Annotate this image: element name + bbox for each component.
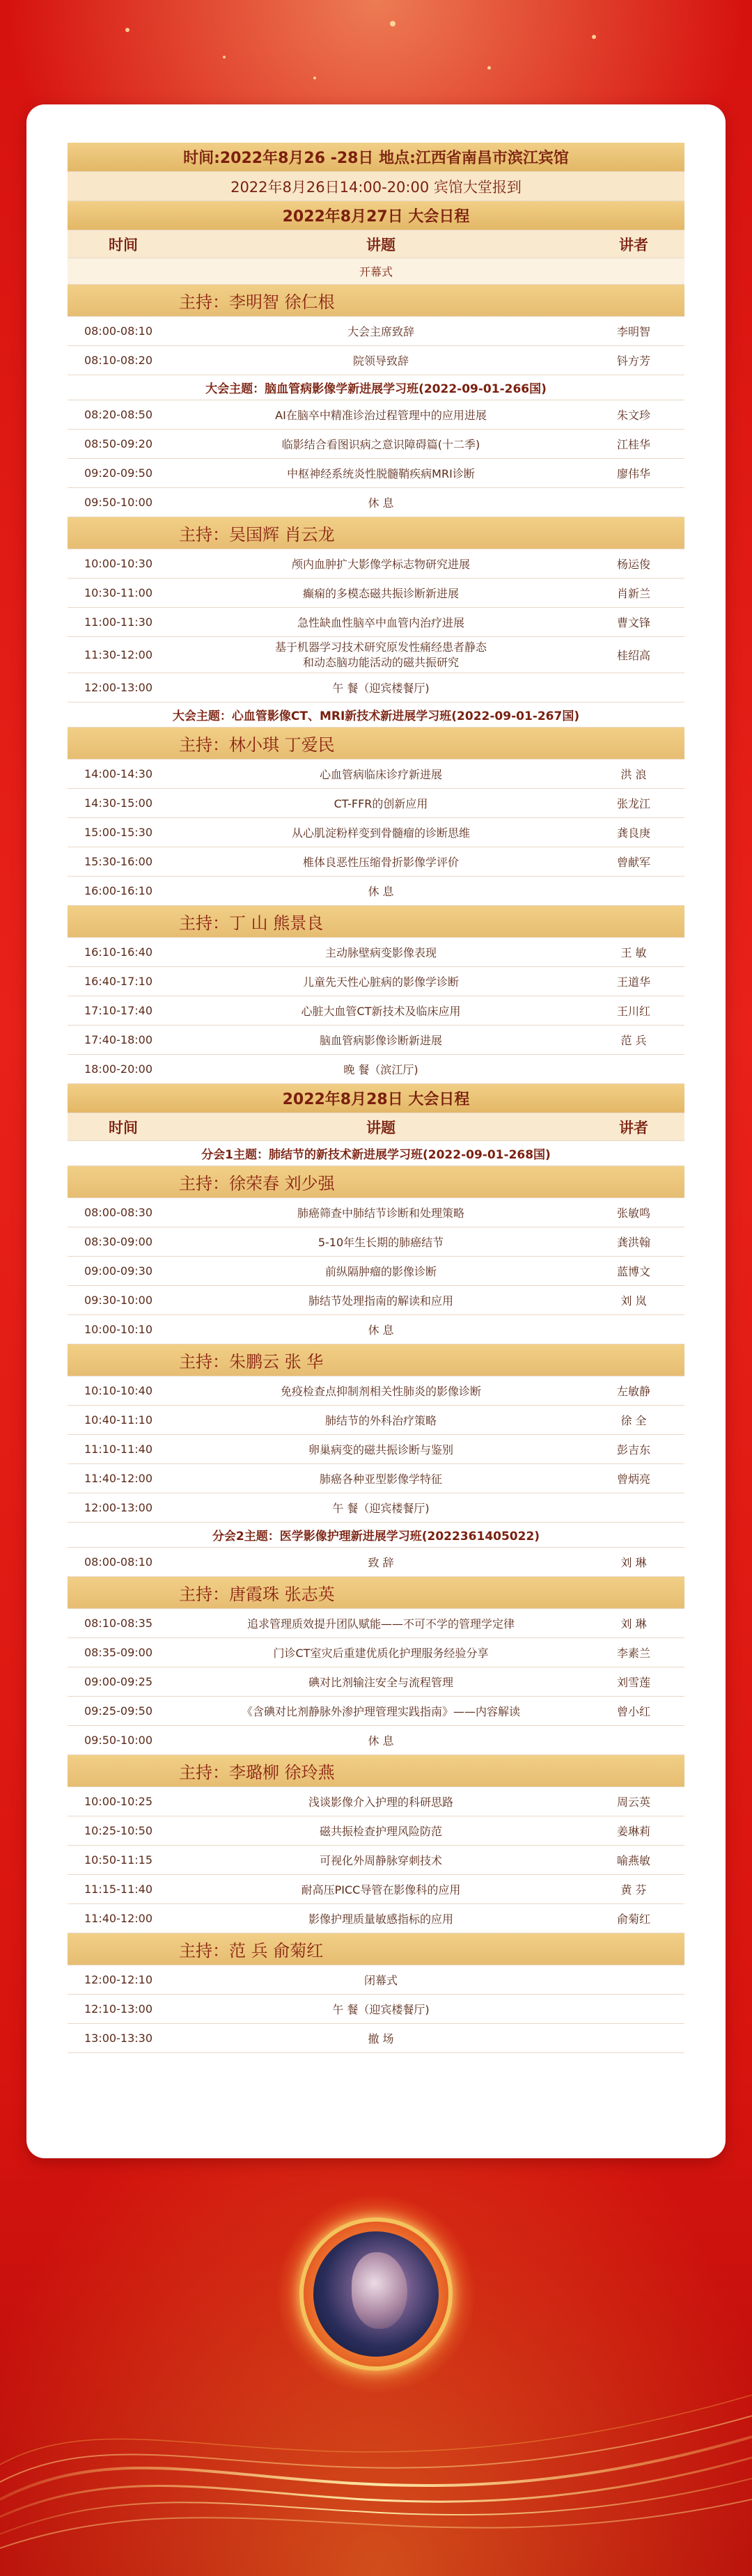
host-label: 主持：徐荣春 刘少强 (179, 1174, 335, 1193)
host-label: 主持：丁 山 熊景良 (179, 913, 324, 933)
banner-label: 2022年8月28日 大会日程 (282, 1091, 470, 1108)
table-row (68, 400, 684, 430)
row-topic-line: 和动态脑功能活动的磁共振研究 (302, 655, 459, 669)
host-label: 主持：朱鹏云 张 华 (179, 1352, 324, 1372)
row-time: 10:25-10:50 (84, 1824, 152, 1837)
host-label: 主持：范 兵 俞菊红 (179, 1941, 324, 1961)
row-topic: 椎体良恶性压缩骨折影像学评价 (302, 856, 459, 869)
row-topic: 癫痫的多模态磁共振诊断新进展 (302, 587, 459, 600)
sparkle-decoration (125, 28, 130, 32)
table-header (68, 230, 684, 258)
table-row (68, 637, 684, 673)
row-topic: 肺结节的外科治疗策略 (324, 1414, 437, 1427)
table-row (68, 760, 684, 789)
table-header (68, 1113, 684, 1141)
banner-row (68, 201, 684, 230)
row-time: 08:10-08:35 (84, 1617, 152, 1630)
row-speaker: 曾小红 (616, 1705, 650, 1718)
row-speaker: 刘 岚 (620, 1294, 647, 1307)
host-row (68, 1933, 684, 1965)
table-row (68, 608, 684, 637)
row-time: 09:00-09:30 (84, 1264, 152, 1278)
banner-label: 2022年8月26日14:00-20:00 宾馆大堂报到 (230, 178, 522, 196)
row-speaker: 曾献军 (616, 856, 650, 869)
row-time: 11:30-12:00 (84, 648, 152, 661)
theme-row (68, 1141, 684, 1166)
table-row (68, 1464, 684, 1493)
host-label: 主持：林小琪 丁爱民 (179, 735, 335, 755)
host-label: 主持：唐霞珠 张志英 (179, 1585, 335, 1604)
table-row (68, 1816, 684, 1846)
row-time: 16:00-16:10 (84, 884, 152, 897)
row-speaker: 张敏鸣 (616, 1207, 650, 1220)
row-speaker: 曾炳亮 (616, 1472, 650, 1486)
row-speaker: 黄 芬 (620, 1883, 647, 1896)
row-speaker: 俞菊红 (616, 1913, 650, 1926)
row-time: 10:00-10:30 (84, 557, 152, 570)
row-time: 17:10-17:40 (84, 1004, 152, 1017)
table-row (68, 818, 684, 847)
table-row (68, 1609, 684, 1638)
sparkle-decoration (487, 66, 491, 70)
table-row (68, 1667, 684, 1697)
light-waves-decoration (0, 2325, 752, 2576)
table-row (68, 1548, 684, 1577)
row-topic: 休 息 (368, 885, 394, 898)
table-row (68, 1638, 684, 1667)
row-time: 08:00-08:10 (84, 1555, 152, 1569)
row-time: 09:50-10:00 (84, 496, 152, 509)
table-row (68, 1726, 684, 1755)
row-topic: 急性缺血性脑卒中血管内治疗进展 (297, 616, 464, 629)
row-topic: 闭幕式 (363, 1974, 398, 1987)
row-time: 12:10-13:00 (84, 2002, 152, 2016)
row-topic (179, 640, 583, 670)
row-topic: 可视化外周静脉穿刺技术 (319, 1854, 442, 1867)
row-topic: 大会主席致辞 (347, 325, 414, 338)
theme-row (68, 1523, 684, 1548)
table-row (68, 1493, 684, 1523)
row-time: 08:00-08:10 (84, 324, 152, 338)
row-topic: 休 息 (368, 496, 394, 510)
theme-row (68, 702, 684, 728)
row-topic: 肺癌筛查中肺结节诊断和处理策略 (297, 1207, 464, 1220)
row-topic: 临影结合看图识病之意识障碍篇(十二季) (281, 438, 480, 451)
row-speaker: 王川红 (616, 1005, 650, 1018)
row-time: 14:30-15:00 (84, 796, 152, 810)
header-topic: 讲题 (366, 1119, 395, 1136)
banner-label: 2022年8月27日 大会日程 (282, 208, 470, 226)
row-time: 08:10-08:20 (84, 354, 152, 367)
sparkle-decoration (390, 21, 395, 26)
row-topic: 颅内血肿扩大影像学标志物研究进展 (291, 558, 470, 571)
row-topic: 儿童先天性心脏病的影像学诊断 (302, 975, 459, 989)
table-row (68, 317, 684, 346)
row-topic: 心脏大血管CT新技术及临床应用 (301, 1005, 461, 1018)
row-topic: 磁共振检查护理风险防范 (319, 1825, 442, 1838)
banner-label: 开幕式 (359, 265, 393, 278)
table-row (68, 673, 684, 702)
brain-scan-highlight (352, 2252, 407, 2329)
row-topic: 撤 场 (368, 2032, 394, 2045)
row-topic: 卵巢病变的磁共振诊断与鉴别 (308, 1443, 453, 1456)
table-row (68, 1227, 684, 1257)
table-row (68, 1257, 684, 1286)
table-row (68, 1286, 684, 1315)
row-topic: 免疫检查点抑制剂相关性肺炎的影像诊断 (280, 1385, 481, 1398)
row-topic: 院领导致辞 (352, 354, 409, 368)
table-row (68, 1198, 684, 1227)
row-speaker: 桂绍高 (616, 649, 650, 662)
row-topic: 主动脉壁病变影像表现 (324, 946, 437, 959)
row-topic: 碘对比剂输注安全与流程管理 (308, 1676, 453, 1689)
row-time: 12:00-13:00 (84, 681, 152, 694)
table-row (68, 1904, 684, 1933)
row-time: 10:30-11:00 (84, 586, 152, 599)
row-speaker: 曹文锋 (616, 616, 650, 629)
row-time: 09:20-09:50 (84, 466, 152, 480)
theme-row (68, 375, 684, 400)
host-label: 主持：李璐柳 徐玲燕 (179, 1763, 335, 1782)
table-row (68, 1376, 684, 1406)
row-topic: 前纵隔肿瘤的影像诊断 (324, 1265, 437, 1278)
row-topic: 午 餐（迎宾楼餐厅) (332, 682, 430, 695)
row-speaker: 张龙江 (616, 797, 650, 810)
table-row (68, 1435, 684, 1464)
table-row (68, 1697, 684, 1726)
row-time: 13:00-13:30 (84, 2032, 152, 2045)
header-time: 时间 (109, 1119, 138, 1136)
row-time: 16:40-17:10 (84, 975, 152, 988)
table-row (68, 1055, 684, 1084)
row-speaker: 刘 琳 (620, 1556, 647, 1569)
table-row (68, 1846, 684, 1875)
row-topic: 肺结节处理指南的解读和应用 (308, 1294, 453, 1307)
host-row (68, 285, 684, 317)
table-row (68, 1315, 684, 1344)
sparkle-decoration (223, 56, 226, 58)
row-time: 09:00-09:25 (84, 1675, 152, 1688)
row-speaker: 钭方芳 (616, 354, 650, 368)
row-speaker: 喻燕敏 (616, 1854, 650, 1867)
row-time: 11:40-12:00 (84, 1912, 152, 1925)
row-time: 17:40-18:00 (84, 1033, 152, 1046)
host-label: 主持：李明智 徐仁根 (179, 292, 335, 312)
table-row (68, 430, 684, 459)
table-row (68, 1026, 684, 1055)
table-row (68, 967, 684, 996)
row-time: 08:30-09:00 (84, 1235, 152, 1248)
header-speaker: 讲者 (619, 236, 648, 253)
row-topic: 休 息 (368, 1324, 394, 1337)
row-topic: 中枢神经系统炎性脱髓鞘疾病MRI诊断 (287, 467, 475, 480)
table-row (68, 1875, 684, 1904)
row-time: 10:40-11:10 (84, 1413, 152, 1427)
row-time: 16:10-16:40 (84, 945, 152, 959)
table-row (68, 459, 684, 488)
table-row (68, 549, 684, 579)
row-speaker: 蓝博文 (616, 1265, 650, 1278)
row-topic: 追求管理质效提升团队赋能——不可不学的管理学定律 (246, 1617, 515, 1631)
row-speaker: 龚洪翰 (616, 1236, 650, 1249)
table-row (68, 2024, 684, 2053)
table-row (68, 1995, 684, 2024)
row-topic: 门诊CT室灾后重建优质化护理服务经验分享 (273, 1647, 489, 1660)
host-row (68, 728, 684, 760)
row-speaker: 刘雪莲 (616, 1676, 650, 1689)
theme-label: 分会1主题：肺结节的新技术新进展学习班(2022-09-01-268国) (201, 1148, 551, 1162)
row-time: 11:40-12:00 (84, 1472, 152, 1485)
row-speaker: 姜琳莉 (616, 1825, 650, 1838)
row-topic: 浅谈影像介入护理的科研思路 (308, 1796, 453, 1809)
table-row (68, 1787, 684, 1816)
schedule-table (68, 143, 684, 2053)
row-time: 10:00-10:10 (84, 1323, 152, 1336)
row-topic: 心血管病临床诊疗新进展 (319, 768, 442, 781)
banner-row (68, 172, 684, 201)
host-label: 主持：吴国辉 肖云龙 (179, 525, 335, 544)
host-row (68, 906, 684, 938)
row-time: 08:50-09:20 (84, 437, 152, 450)
row-speaker: 肖新兰 (616, 587, 650, 600)
row-speaker: 左敏静 (616, 1385, 650, 1398)
table-row (68, 847, 684, 877)
row-topic: AI在脑卒中精准诊治过程管理中的应用进展 (275, 409, 487, 422)
row-time: 11:00-11:30 (84, 615, 152, 629)
row-time: 11:10-11:40 (84, 1443, 152, 1456)
row-topic: 午 餐（迎宾楼餐厅) (332, 2003, 430, 2016)
row-speaker: 廖伟华 (616, 467, 650, 480)
table-row (68, 346, 684, 375)
row-time: 09:50-10:00 (84, 1734, 152, 1747)
row-speaker: 彭吉东 (616, 1443, 650, 1456)
theme-label: 大会主题：脑血管病影像学新进展学习班(2022-09-01-266国) (205, 382, 547, 396)
row-time: 08:20-08:50 (84, 408, 152, 421)
schedule-card (26, 104, 726, 2158)
row-speaker: 龚良庚 (616, 826, 650, 840)
row-speaker: 王 敏 (620, 946, 647, 959)
row-time: 08:00-08:30 (84, 1206, 152, 1219)
theme-label: 大会主题：心血管影像CT、MRI新技术新进展学习班(2022-09-01-267国) (172, 709, 580, 723)
row-time: 18:00-20:00 (84, 1062, 152, 1076)
row-speaker: 杨运俊 (616, 558, 650, 571)
table-row (68, 938, 684, 967)
banner-label: 时间:2022年8月26 -28日 地点:江西省南昌市滨江宾馆 (183, 150, 569, 167)
row-topic: 耐高压PICC导管在影像科的应用 (301, 1883, 461, 1896)
table-row (68, 877, 684, 906)
table-row (68, 579, 684, 608)
row-speaker: 徐 全 (620, 1414, 647, 1427)
row-time: 15:30-16:00 (84, 855, 152, 868)
host-row (68, 1577, 684, 1609)
row-time: 09:30-10:00 (84, 1294, 152, 1307)
row-time: 10:00-10:25 (84, 1795, 152, 1808)
row-topic-line: 基于机器学习技术研究原发性痛经患者静态 (274, 640, 487, 654)
row-time: 08:35-09:00 (84, 1646, 152, 1659)
row-speaker: 范 兵 (620, 1034, 647, 1047)
header-topic: 讲题 (366, 236, 395, 253)
banner-row (68, 258, 684, 285)
sparkle-decoration (313, 77, 316, 79)
row-speaker: 朱文珍 (616, 409, 650, 422)
table-row (68, 488, 684, 517)
row-time: 10:50-11:15 (84, 1853, 152, 1867)
row-topic: CT-FFR的创新应用 (334, 797, 428, 810)
row-time: 11:15-11:40 (84, 1883, 152, 1896)
table-row (68, 996, 684, 1026)
row-speaker: 刘 琳 (620, 1617, 647, 1631)
row-time: 10:10-10:40 (84, 1384, 152, 1397)
row-time: 12:00-12:10 (84, 1973, 152, 1986)
header-time: 时间 (109, 236, 138, 253)
row-topic: 午 餐（迎宾楼餐厅) (332, 1502, 430, 1515)
row-speaker: 李明智 (616, 325, 650, 338)
table-row (68, 1406, 684, 1435)
row-time: 14:00-14:30 (84, 767, 152, 780)
row-speaker: 江桂华 (616, 438, 650, 451)
row-time: 15:00-15:30 (84, 826, 152, 839)
banner-row (68, 143, 684, 172)
row-topic: 晚 餐（滨江厅) (343, 1063, 418, 1076)
row-topic: 脑血管病影像诊断新进展 (319, 1034, 442, 1047)
row-topic: 从心肌淀粉样变到骨髓瘤的诊断思维 (291, 826, 470, 840)
row-topic: 影像护理质量敏感指标的应用 (308, 1913, 453, 1926)
row-topic: 5-10年生长期的肺癌结节 (318, 1236, 444, 1249)
header-speaker: 讲者 (619, 1119, 648, 1136)
sparkle-decoration (592, 35, 596, 39)
row-speaker: 李素兰 (616, 1647, 650, 1660)
host-row (68, 1166, 684, 1198)
host-row (68, 1344, 684, 1376)
row-time: 12:00-13:00 (84, 1501, 152, 1514)
row-topic: 肺癌各种亚型影像学特征 (319, 1472, 442, 1486)
host-row (68, 1755, 684, 1787)
row-topic: 休 息 (368, 1734, 394, 1748)
row-topic: 《含碘对比剂静脉外渗护理管理实践指南》——内容解读 (241, 1705, 520, 1718)
host-row (68, 517, 684, 549)
row-speaker: 周云英 (616, 1796, 650, 1809)
table-row (68, 1965, 684, 1995)
row-speaker: 王道华 (616, 975, 650, 989)
row-time: 09:25-09:50 (84, 1704, 152, 1718)
theme-label: 分会2主题：医学影像护理新进展学习班(2022361405022) (212, 1530, 540, 1544)
table-row (68, 789, 684, 818)
banner-row (68, 1084, 684, 1113)
row-topic: 致 辞 (368, 1556, 394, 1569)
row-speaker: 洪 浪 (620, 768, 647, 781)
